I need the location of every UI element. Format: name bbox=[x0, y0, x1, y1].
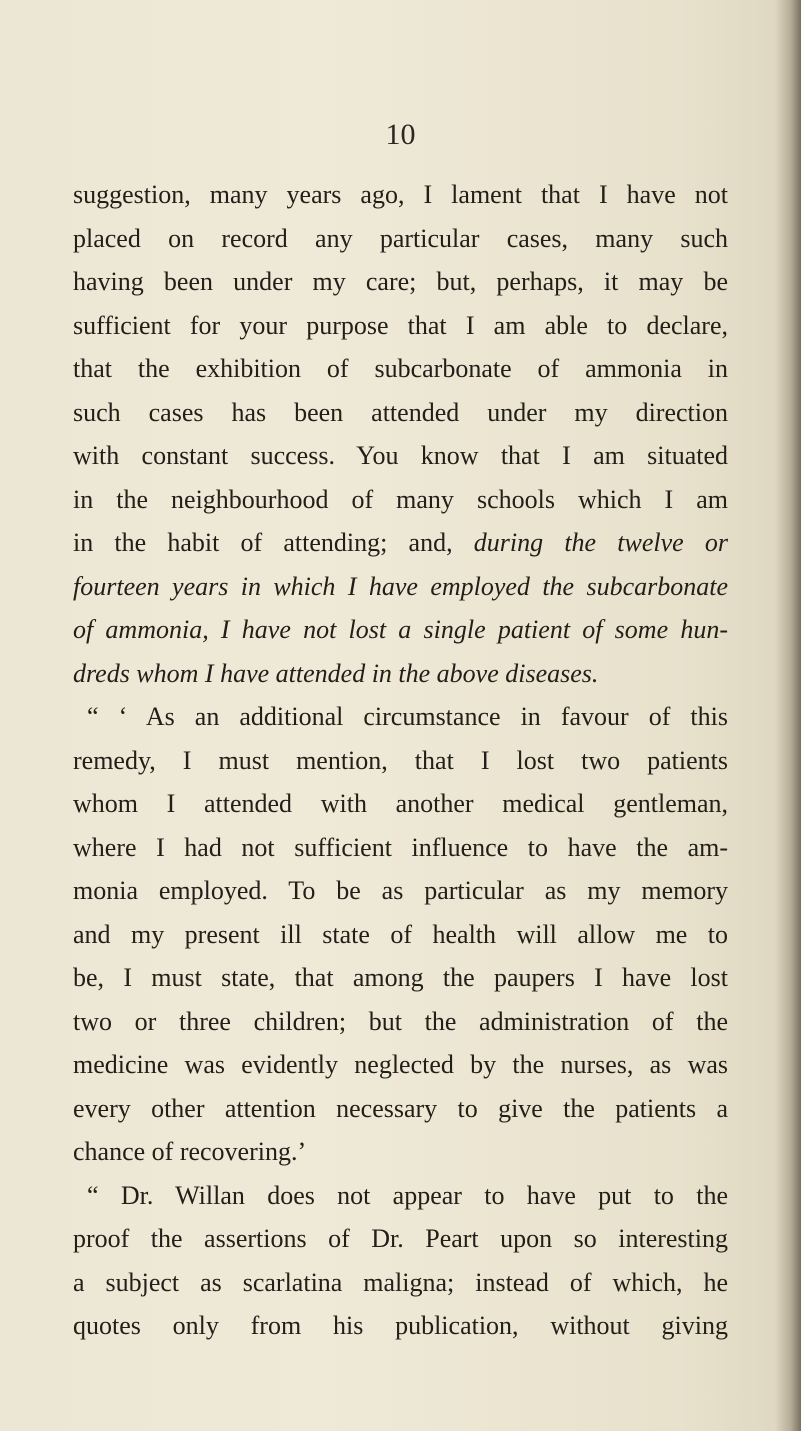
text-run: a subject as scarlatina maligna; instead of which, he bbox=[73, 1267, 728, 1297]
text-line bbox=[73, 478, 728, 522]
text-run: that the exhibition of subcarbonate of ammonia in bbox=[73, 354, 728, 383]
text-line bbox=[73, 1217, 728, 1261]
text-run: remedy, I must mention, that I lost two patients bbox=[73, 745, 728, 775]
text-run: and my present ill state of health will allow me to bbox=[73, 919, 728, 949]
text-line bbox=[73, 565, 728, 609]
text-line bbox=[73, 347, 728, 391]
text-line bbox=[73, 869, 728, 913]
text-run: quotes only from his publication, without giving bbox=[73, 1311, 728, 1340]
text-run: such cases has been attended under my direction bbox=[73, 397, 728, 427]
italic-text-run: of ammonia, I have not lost a single patient of some hun- bbox=[73, 615, 728, 644]
italic-text-run: dreds whom I have attended in the above diseases. bbox=[73, 658, 599, 688]
page-number: 10 bbox=[385, 118, 416, 151]
text-run: proof the assertions of Dr. Peart upon so interesting bbox=[73, 1224, 728, 1253]
italic-text-run: during the twelve or bbox=[473, 528, 728, 557]
text-line bbox=[73, 260, 728, 304]
text-run: monia employed. To be as particular as my memory bbox=[73, 876, 728, 905]
text-line bbox=[73, 1304, 728, 1348]
text-run: suggestion, many years ago, I lament that I have not bbox=[73, 180, 728, 209]
text-run: where I had not sufficient influence to have the am- bbox=[73, 832, 728, 862]
italic-text-run: fourteen years in which I have employed the subcarbonate bbox=[73, 571, 728, 601]
text-run: “ ‘ As an additional circumstance in favour of this bbox=[87, 702, 728, 731]
text-line bbox=[73, 913, 728, 957]
text-run: chance of recovering.’ bbox=[73, 1137, 307, 1166]
page-edge-shadow bbox=[775, 0, 801, 1431]
text-run: “ Dr. Willan does not appear to have put to the bbox=[87, 1180, 728, 1210]
text-line bbox=[73, 1043, 728, 1087]
text-line bbox=[73, 1130, 728, 1174]
text-line bbox=[73, 391, 728, 435]
text-line bbox=[73, 608, 728, 652]
text-line bbox=[73, 1087, 728, 1131]
text-line bbox=[73, 434, 728, 478]
text-line bbox=[73, 1261, 728, 1305]
text-run: having been under my care; but, perhaps, it may be bbox=[73, 267, 728, 296]
text-line bbox=[73, 652, 728, 696]
text-run: two or three children; but the administration of the bbox=[73, 1006, 728, 1036]
text-run: be, I must state, that among the paupers I have lost bbox=[73, 963, 728, 992]
text-line bbox=[73, 782, 728, 826]
text-run: every other attention necessary to give the patients a bbox=[73, 1093, 728, 1123]
text-line bbox=[73, 217, 728, 261]
text-line bbox=[73, 1174, 728, 1218]
text-run: in the neighbourhood of many schools which I am bbox=[73, 484, 728, 514]
text-run: in the habit of attending; and, bbox=[73, 528, 474, 557]
text-line bbox=[73, 304, 728, 348]
text-run: sufficient for your purpose that I am able to declare, bbox=[73, 310, 728, 340]
text-run: with constant success. You know that I am situated bbox=[73, 441, 728, 470]
body-text bbox=[73, 173, 728, 1348]
text-run: whom I attended with another medical gentleman, bbox=[73, 789, 728, 818]
text-line bbox=[73, 521, 728, 565]
text-line bbox=[73, 1000, 728, 1044]
text-run: placed on record any particular cases, many such bbox=[73, 223, 728, 253]
text-line bbox=[73, 826, 728, 870]
text-line bbox=[73, 695, 728, 739]
text-run: medicine was evidently neglected by the nurses, as was bbox=[73, 1050, 728, 1079]
text-line bbox=[73, 956, 728, 1000]
text-line bbox=[73, 173, 728, 217]
text-line bbox=[73, 739, 728, 783]
